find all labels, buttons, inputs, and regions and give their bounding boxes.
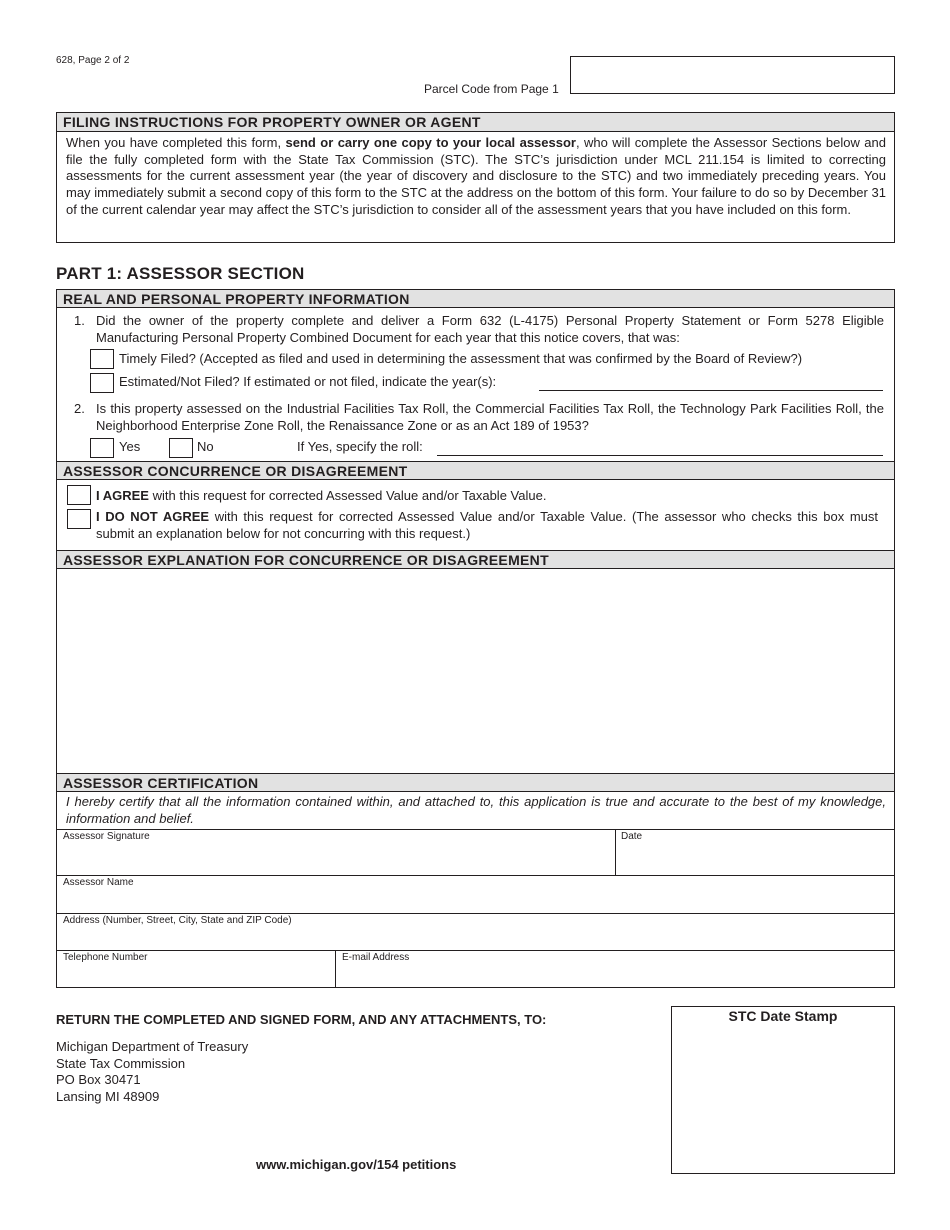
certification-statement: I hereby certify that all the information contained within, and attached to, this application is true and accurate to the best of my knowledge, information and belief. [66, 794, 886, 826]
return-instructions-title: RETURN THE COMPLETED AND SIGNED FORM, AND ANY ATTACHMENTS, TO: [56, 1012, 547, 1027]
parcel-code-label: Parcel Code from Page 1 [424, 82, 559, 96]
address-line: Michigan Department of Treasury [56, 1039, 249, 1054]
filing-instructions-title: FILING INSTRUCTIONS FOR PROPERTY OWNER OR AGENT [57, 113, 894, 132]
address-field[interactable] [57, 914, 894, 950]
assessor-signature-label: Assessor Signature [63, 831, 150, 842]
specify-roll-input[interactable] [437, 455, 883, 456]
roll-no-label: No [197, 439, 214, 454]
estimated-not-filed-checkbox[interactable] [90, 373, 114, 393]
roll-no-checkbox[interactable] [169, 438, 193, 458]
address-line: Lansing MI 48909 [56, 1089, 160, 1105]
return-address [56, 1039, 248, 1106]
concurrence-header: ASSESSOR CONCURRENCE OR DISAGREEMENT [57, 461, 894, 480]
stc-date-stamp-box [671, 1006, 895, 1174]
parcel-code-input[interactable] [570, 56, 895, 94]
agree-text: I AGREE with this request for corrected Assessed Value and/or Taxable Value. [96, 488, 547, 503]
question-2-text: Is this property assessed on the Industrial Facilities Tax Roll, the Commercial Facilities Tax Roll, the Technology Park Facilities Roll, the Neighborhood Enterprise Zone Roll, the Renaissance Zone or as an Act 189 of 1953? [96, 401, 884, 433]
date-label: Date [621, 831, 643, 842]
stc-date-stamp-label: STC Date Stamp [728, 1008, 838, 1024]
telephone-label: Telephone Number [63, 952, 148, 963]
disagree-checkbox[interactable] [67, 509, 91, 529]
question-1-number: 1. [74, 313, 85, 328]
assessor-name-field[interactable] [57, 876, 894, 913]
email-label: E-mail Address [342, 952, 410, 963]
form-page-number: 628, Page 2 of 2 [56, 55, 130, 66]
specify-roll-label: If Yes, specify the roll: [297, 439, 423, 454]
property-info-header: REAL AND PERSONAL PROPERTY INFORMATION [57, 289, 894, 308]
address-line: PO Box 30471 [56, 1072, 141, 1088]
explanation-header: ASSESSOR EXPLANATION FOR CONCURRENCE OR DISAGREEMENT [57, 550, 894, 569]
date-field[interactable] [616, 830, 894, 875]
disagree-text: I DO NOT AGREE with this request for corrected Assessed Value and/or Taxable Value. (The assessor who checks this box must submit an explanation below for not concurring with this request.) [96, 509, 878, 541]
roll-yes-checkbox[interactable] [90, 438, 114, 458]
certification-header: ASSESSOR CERTIFICATION [57, 773, 894, 792]
part1-title: PART 1: ASSESSOR SECTION [56, 264, 305, 283]
roll-yes-label: Yes [119, 439, 141, 454]
filing-instructions-text: When you have completed this form, send or carry one copy to your local assessor, who will complete the Assessor Sections below and file the fully completed form with the State Tax Commission (STC). The STC’s jurisdiction under MCL 211.154 is limited to correcting assessments for the current assessment year (the year of discovery and disclosure to the STC) and two immediately preceding years. You may immediately submit a second copy of this form to the STC at the address on the bottom of this form. Your failure to do so by December 31 of the current calendar year may affect the STC’s jurisdiction to consider all of the assessment years that you have included on this form. [66, 135, 886, 217]
assessor-name-label: Assessor Name [63, 877, 134, 888]
estimated-not-filed-label: Estimated/Not Filed? If estimated or not filed, indicate the year(s): [119, 374, 497, 389]
explanation-textarea[interactable] [57, 569, 894, 773]
address-label: Address (Number, Street, City, State and ZIP Code) [63, 915, 292, 926]
telephone-field[interactable] [57, 951, 335, 987]
estimated-years-input[interactable] [539, 390, 883, 391]
timely-filed-checkbox[interactable] [90, 349, 114, 369]
question-2-number: 2. [74, 401, 85, 416]
website-url: www.michigan.gov/154 petitions [256, 1157, 457, 1172]
timely-filed-label: Timely Filed? (Accepted as filed and used in determining the assessment that was confirmed by the Board of Review?) [119, 351, 803, 366]
email-field[interactable] [336, 951, 894, 987]
filing-instructions-box [56, 112, 895, 243]
assessor-section [56, 289, 895, 988]
assessor-signature-field[interactable] [57, 830, 615, 875]
question-1-text: Did the owner of the property complete and deliver a Form 632 (L-4175) Personal Property Statement or Form 5278 Eligible Manufacturing Personal Property Combined Document for each year that this notice covers, that was: [96, 313, 884, 345]
address-line: State Tax Commission [56, 1055, 186, 1071]
agree-checkbox[interactable] [67, 485, 91, 505]
